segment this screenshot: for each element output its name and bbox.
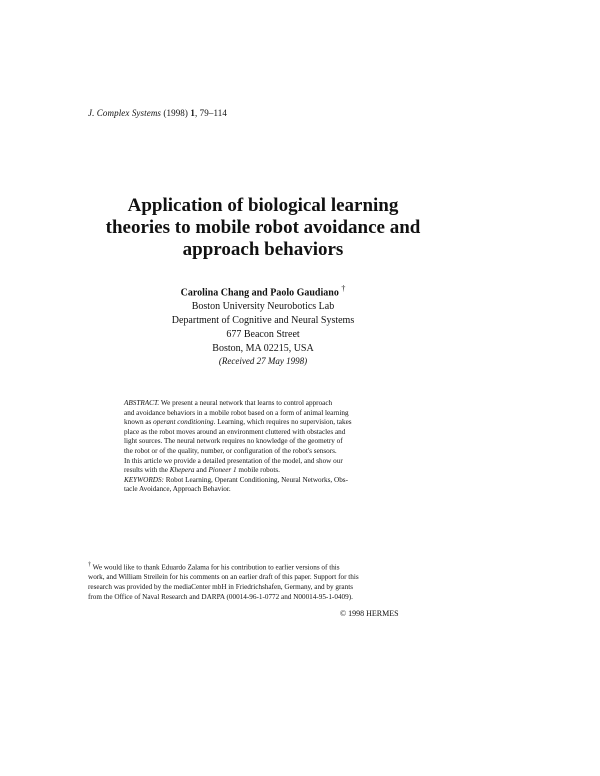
abstract-text: results with the bbox=[124, 466, 170, 475]
abstract-emphasis: Pioneer 1 bbox=[208, 466, 237, 475]
keywords-label: KEYWORDS: bbox=[124, 475, 164, 484]
abstract bbox=[124, 399, 416, 495]
keywords-line: tacle Avoidance, Approach Behavior. bbox=[124, 485, 231, 494]
footnote-line: research was provided by the mediaCenter mbH in Friedrichshafen, Germany, and by grants bbox=[88, 582, 353, 591]
paper-title bbox=[60, 195, 466, 261]
abstract-emphasis: operant conditioning bbox=[153, 418, 214, 427]
abstract-text: We present a neural network that learns to control approach bbox=[159, 399, 333, 407]
title-line-1: Application of biological learning bbox=[127, 195, 399, 216]
affiliation-city: Boston, MA 02215, USA bbox=[212, 343, 314, 355]
footnote-line: from the Office of Naval Research and DARPA (00014-96-1-0772 and N00014-95-1-0409). bbox=[88, 592, 353, 601]
journal-citation bbox=[88, 108, 227, 118]
affiliation-department: Department of Cognitive and Neural Systems bbox=[171, 315, 355, 327]
abstract-emphasis: Khepera bbox=[169, 466, 195, 475]
author-block bbox=[100, 282, 426, 356]
abstract-line bbox=[124, 466, 416, 476]
abstract-text: . Learning, which requires no supervision, takes bbox=[213, 418, 352, 427]
journal-year: (1998) bbox=[163, 108, 188, 118]
footnote-text: We would like to thank Eduardo Zalama for his contribution to earlier versions of this bbox=[91, 563, 340, 572]
author-names-text: Carolina Chang and Paolo Gaudiano bbox=[180, 287, 339, 299]
footnote-line: work, and William Streilein for his comments on an earlier draft of this paper. Support for this bbox=[88, 573, 359, 582]
title-line-3: approach behaviors bbox=[182, 239, 344, 260]
abstract-text: and bbox=[194, 466, 209, 475]
abstract-text: known as bbox=[124, 418, 154, 427]
footnote-line bbox=[88, 561, 444, 573]
abstract-text: mobile robots. bbox=[236, 466, 280, 475]
copyright-notice: © 1998 HERMES bbox=[340, 609, 399, 618]
keywords-text: Robot Learning, Operant Conditioning, Neural Networks, Obs- bbox=[163, 475, 348, 484]
footnote-mark: † bbox=[88, 562, 91, 568]
abstract-line: In this article we provide a detailed presentation of the model, and show our bbox=[124, 456, 343, 465]
keywords-line bbox=[124, 476, 416, 486]
journal-pages: , 79–114 bbox=[194, 108, 227, 118]
abstract-line: the robot or of the quality, number, or configuration of the robot's sensors. bbox=[124, 446, 337, 455]
affiliation-lab: Boston University Neurobotics Lab bbox=[191, 301, 335, 313]
journal-volume: 1 bbox=[190, 108, 195, 118]
received-date: (Received 27 May 1998) bbox=[218, 356, 308, 366]
abstract-line: and avoidance behaviors in a mobile robot based on a form of animal learning bbox=[124, 408, 349, 417]
author-names bbox=[100, 282, 426, 300]
acknowledgement-footnote bbox=[88, 561, 444, 603]
abstract-line bbox=[124, 418, 416, 428]
author-footnote-mark: † bbox=[341, 284, 346, 293]
abstract-label: ABSTRACT. bbox=[124, 399, 160, 407]
abstract-line: place as the robot moves around an environment cluttered with obstacles and bbox=[124, 427, 346, 436]
affiliation-street: 677 Beacon Street bbox=[226, 329, 300, 341]
abstract-line: light sources. The neural network requires no knowledge of the geometry of bbox=[124, 437, 343, 446]
abstract-line bbox=[124, 399, 416, 409]
title-line-2: theories to mobile robot avoidance and bbox=[105, 217, 421, 238]
journal-name: J. Complex Systems bbox=[88, 108, 162, 118]
